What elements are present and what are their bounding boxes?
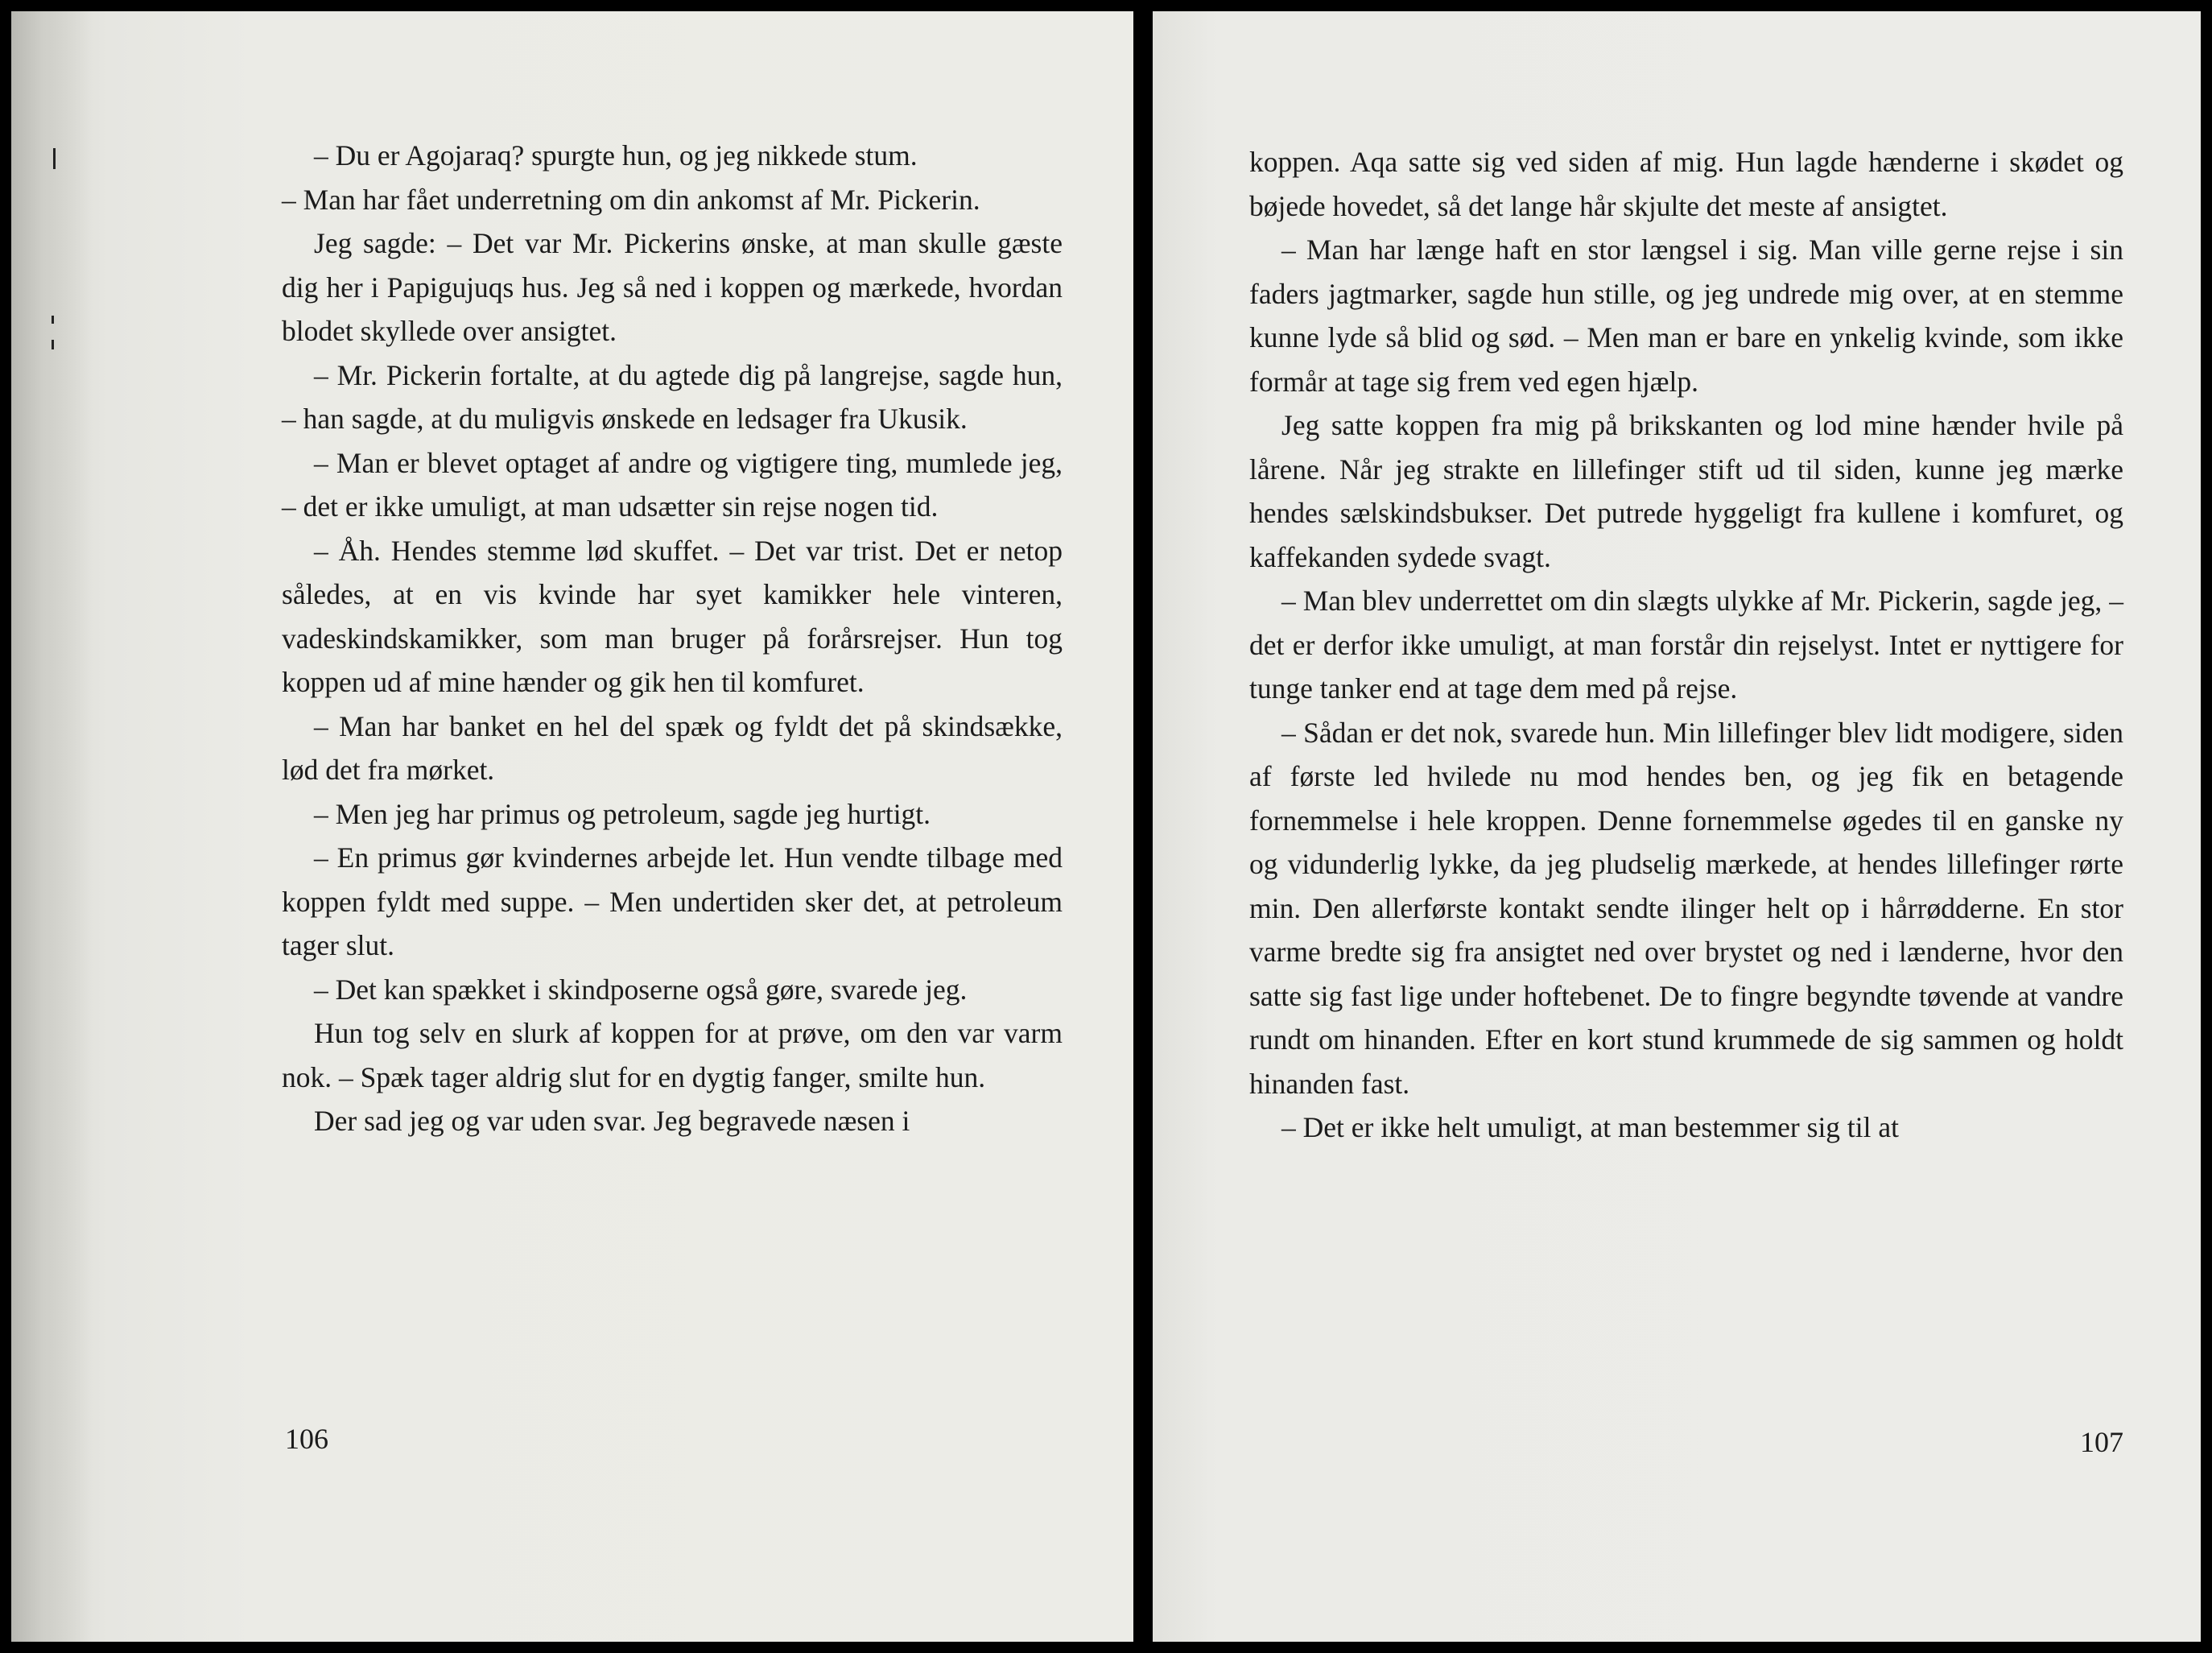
right-page xyxy=(1153,11,2201,1642)
paragraph: – Men jeg har primus og petroleum, sagde jeg hurtigt. xyxy=(314,797,931,830)
paragraph: – Det er ikke helt umuligt, at man bestemmer sig til at xyxy=(1281,1111,1900,1143)
paragraph: Der sad jeg og var uden svar. Jeg begravede næsen i xyxy=(314,1105,910,1137)
edge-mark xyxy=(52,316,54,324)
paragraph: – Man er blevet optaget af andre og vigtigere ting, mumlede jeg, – det er ikke umuligt, at man udsætter sin rejse nogen tid. xyxy=(282,446,1063,523)
page-number: 106 xyxy=(285,1423,328,1455)
paragraph: koppen. Aqa satte sig ved siden af mig. Hun lagde hænderne i skødet og bøjede hovedet, så det lange hår skjulte det meste af ansigtet. xyxy=(1249,146,2123,222)
paragraph: Hun tog selv en slurk af koppen for at prøve, om den var varm nok. – Spæk tager aldrig slut for en dygtig fanger, smilte hun. xyxy=(282,1017,1063,1093)
left-page xyxy=(11,11,1133,1642)
paragraph: – En primus gør kvindernes arbejde let. Hun vendte tilbage med koppen fyldt med suppe. – Men undertiden sker det, at petroleum tager slut. xyxy=(282,841,1063,961)
left-page-text xyxy=(282,134,1063,1143)
edge-mark xyxy=(52,340,54,349)
paragraph: Jeg sagde: – Det var Mr. Pickerins ønske, at man skulle gæste dig her i Papigujuqs hus. Jeg så ned i koppen og mærkede, hvordan blodet skyllede over ansigtet. xyxy=(282,227,1063,347)
page-number: 107 xyxy=(2080,1426,2123,1458)
paragraph: – Man blev underrettet om din slægts ulykke af Mr. Pickerin, sagde jeg, – det er derfor ikke umuligt, at man forstår din rejselyst. Intet er nyttigere for tunge tanker end at tage dem med på rejse. xyxy=(1249,585,2123,705)
paragraph: – Sådan er det nok, svarede hun. Min lillefinger blev lidt modigere, siden af første led hvilede nu mod hendes ben, og jeg fik en betagende fornemmelse i hele kroppen. Denne fornemmelse øgedes til en ganske ny og vidunderlig lykke, da jeg pludselig mærkede, at hendes lillefinger rørte min. Den allerførste kontakt sendte ilinger helt op i hårrødderne. En stor varme bredte sig fra ansigtet ned over brystet og ned i lænderne, hvor den satte sig fast lige under hoftebenet. De to fingre begyndte tøvende at vandre rundt om hinanden. Efter en kort stund krummede de sig sammen og holdt hinanden fast. xyxy=(1249,716,2123,1100)
paragraph: – Det kan spækket i skindposerne også gøre, svarede jeg. xyxy=(314,973,968,1006)
paragraph: – Man har banket en hel del spæk og fyldt det på skindsække, lød det fra mørket. xyxy=(282,709,1063,786)
paragraph: – Man har fået underretning om din ankomst af Mr. Pickerin. xyxy=(282,183,980,216)
paragraph: Jeg satte koppen fra mig på brikskanten og lod mine hænder hvile på lårene. Når jeg strakte en lillefinger stift ud til siden, kunne jeg mærke hendes sælskindsbukser. Det putrede hyggeligt fra kullene i komfuret, og kaffekanden sydede svagt. xyxy=(1249,409,2123,573)
page-gutter-shadow xyxy=(11,11,92,1642)
paragraph: – Åh. Hendes stemme lød skuffet. – Det var trist. Det er netop således, at en vis kvinde har syet kamikker hele vinteren, vadeskindskamikker, som man bruger på forårsrejser. Hun tog koppen ud af mine hænder og gik hen til komfuret. xyxy=(282,534,1063,698)
edge-mark xyxy=(53,148,56,169)
paragraph: – Man har længe haft en stor længsel i sig. Man ville gerne rejse i sin faders jagtmarker, sagde hun stille, og jeg undrede mig over, at en stemme kunne lyde så blid og sød. – Men man er bare en ynkelig kvinde, som ikke formår at tage sig frem ved egen hjælp. xyxy=(1249,233,2123,398)
paragraph: – Du er Agojaraq? spurgte hun, og jeg nikkede stum. xyxy=(314,139,918,171)
paragraph: – Mr. Pickerin fortalte, at du agtede dig på langrejse, sagde hun, – han sagde, at du muligvis ønskede en ledsager fra Ukusik. xyxy=(282,358,1063,435)
right-page-text xyxy=(1249,140,2123,1150)
